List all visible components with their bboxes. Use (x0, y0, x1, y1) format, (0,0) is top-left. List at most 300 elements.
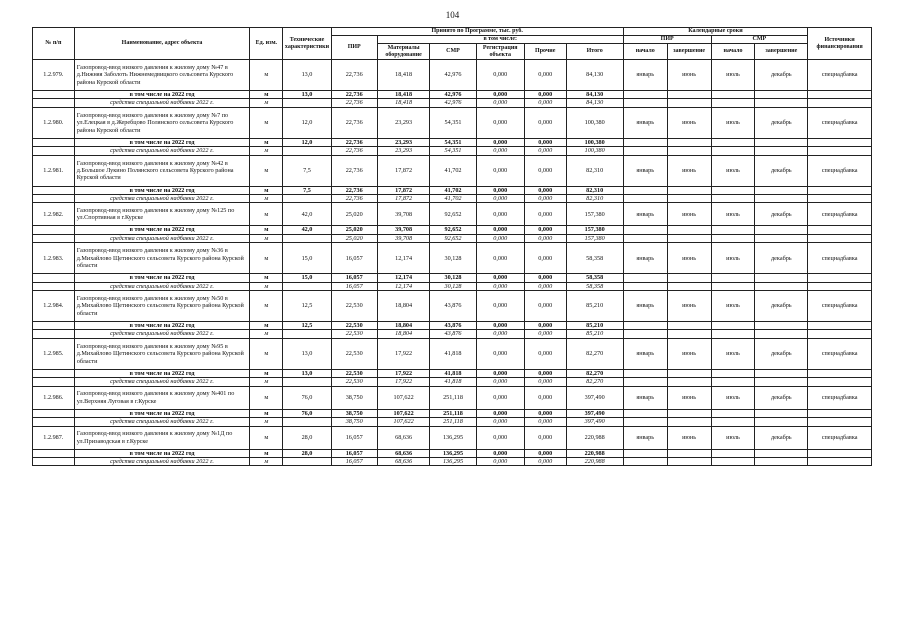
surcharge-row (33, 147, 872, 155)
smr-start-cell: июль (711, 386, 755, 409)
mat-cell: 23,293 (377, 138, 430, 146)
empty-cell (808, 91, 872, 99)
smr-start-cell: июль (711, 107, 755, 138)
reg-cell: 0,000 (476, 282, 524, 290)
col-smr: СМР (430, 44, 476, 60)
surcharge-label: средства специальной надбавки 2022 г. (74, 282, 250, 290)
empty-cell (623, 91, 667, 99)
table-row (33, 107, 872, 138)
empty-cell (755, 457, 808, 465)
empty-cell (755, 234, 808, 242)
total-cell: 397,490 (566, 409, 623, 417)
tech-cell: 28,0 (283, 426, 331, 449)
pir-cell: 25,020 (331, 234, 377, 242)
year-2022-label: в том числе на 2022 год (74, 226, 250, 234)
table-row (33, 386, 872, 409)
tech-cell: 7,5 (283, 186, 331, 194)
table-row (33, 155, 872, 186)
surcharge-label: средства специальной надбавки 2022 г. (74, 457, 250, 465)
object-name: Газопровод-ввод низкого давления к жилому дому №47 в д.Нижняя Заболоть Нижнемедвицкого сельсовета Курского района Курской области (74, 60, 250, 91)
smr-cell: 43,876 (430, 322, 476, 330)
reg-cell: 0,000 (476, 338, 524, 369)
tech-cell: 13,0 (283, 369, 331, 377)
reg-cell: 0,000 (476, 378, 524, 386)
empty-cell (711, 449, 755, 457)
pir-cell: 22,736 (331, 60, 377, 91)
tech-cell: 13,0 (283, 91, 331, 99)
other-cell: 0,000 (524, 234, 566, 242)
pir-end-cell: июнь (667, 338, 711, 369)
empty-cell (33, 147, 75, 155)
total-cell: 157,380 (566, 234, 623, 242)
tech-cell: 13,0 (283, 60, 331, 91)
source-cell: спецнадбавка (808, 155, 872, 186)
empty-cell (711, 409, 755, 417)
other-cell: 0,000 (524, 60, 566, 91)
reg-cell: 0,000 (476, 186, 524, 194)
unit-cell: м (250, 107, 283, 138)
col-tech: Технические характеристики (283, 28, 331, 60)
smr-cell: 54,351 (430, 147, 476, 155)
surcharge-label: средства специальной надбавки 2022 г. (74, 195, 250, 203)
other-cell: 0,000 (524, 338, 566, 369)
object-name: Газопровод-ввод низкого давления к жилому дому №401 по ул.Верхняя Луговая в г.Курске (74, 386, 250, 409)
empty-cell (808, 226, 872, 234)
empty-cell (755, 418, 808, 426)
empty-cell (667, 195, 711, 203)
empty-cell (667, 147, 711, 155)
smr-cell: 136,295 (430, 426, 476, 449)
empty-cell (623, 186, 667, 194)
empty-cell (808, 322, 872, 330)
empty-cell (808, 330, 872, 338)
item-number: 1.2.987. (33, 426, 75, 449)
mat-cell: 23,293 (377, 147, 430, 155)
empty-cell (33, 282, 75, 290)
smr-cell: 41,702 (430, 155, 476, 186)
pir-end-cell: июнь (667, 155, 711, 186)
other-cell: 0,000 (524, 107, 566, 138)
pir-end-cell: июнь (667, 386, 711, 409)
empty-cell (667, 409, 711, 417)
empty-cell (667, 282, 711, 290)
surcharge-label: средства специальной надбавки 2022 г. (74, 147, 250, 155)
empty-cell (33, 226, 75, 234)
mat-cell: 17,872 (377, 155, 430, 186)
pir-cell: 16,057 (331, 457, 377, 465)
mat-cell: 17,872 (377, 195, 430, 203)
unit-cell: м (250, 203, 283, 226)
year-2022-row (33, 138, 872, 146)
year-2022-label: в том числе на 2022 год (74, 369, 250, 377)
empty-cell (33, 234, 75, 242)
mat-cell: 18,418 (377, 91, 430, 99)
total-cell: 85,210 (566, 291, 623, 322)
col-including: в том числе: (377, 36, 623, 44)
item-number: 1.2.986. (33, 386, 75, 409)
year-2022-row (33, 449, 872, 457)
unit-cell: м (250, 369, 283, 377)
smr-cell: 30,128 (430, 274, 476, 282)
mat-cell: 12,174 (377, 243, 430, 274)
reg-cell: 0,000 (476, 369, 524, 377)
surcharge-row (33, 195, 872, 203)
table-row (33, 291, 872, 322)
reg-cell: 0,000 (476, 195, 524, 203)
table-row (33, 426, 872, 449)
empty-cell (33, 322, 75, 330)
empty-cell (33, 91, 75, 99)
smr-cell: 136,295 (430, 457, 476, 465)
other-cell: 0,000 (524, 291, 566, 322)
reg-cell: 0,000 (476, 386, 524, 409)
year-2022-label: в том числе на 2022 год (74, 186, 250, 194)
mat-cell: 39,708 (377, 234, 430, 242)
mat-cell: 18,804 (377, 322, 430, 330)
empty-cell (711, 274, 755, 282)
pir-cell: 22,530 (331, 369, 377, 377)
empty-cell (711, 91, 755, 99)
tech-cell: 12,0 (283, 107, 331, 138)
unit-cell: м (250, 338, 283, 369)
empty-cell (808, 99, 872, 107)
empty-cell (808, 282, 872, 290)
col-materials: Материалы оборудование (377, 44, 430, 60)
other-cell: 0,000 (524, 186, 566, 194)
total-cell: 82,310 (566, 186, 623, 194)
unit-cell: м (250, 186, 283, 194)
reg-cell: 0,000 (476, 226, 524, 234)
unit-cell: м (250, 457, 283, 465)
empty-cell (808, 138, 872, 146)
item-number: 1.2.984. (33, 291, 75, 322)
smr-cell: 43,876 (430, 330, 476, 338)
tech-cell: 42,0 (283, 203, 331, 226)
total-cell: 82,270 (566, 378, 623, 386)
reg-cell: 0,000 (476, 409, 524, 417)
table-row (33, 60, 872, 91)
empty-cell (808, 147, 872, 155)
col-total: Итого (566, 44, 623, 60)
mat-cell: 17,922 (377, 378, 430, 386)
mat-cell: 68,636 (377, 426, 430, 449)
pir-end-cell: июнь (667, 203, 711, 226)
unit-cell: м (250, 155, 283, 186)
empty-cell (667, 457, 711, 465)
pir-cell: 22,530 (331, 338, 377, 369)
empty-cell (33, 186, 75, 194)
page-number: 104 (445, 10, 460, 20)
pir-start-cell: январь (623, 426, 667, 449)
col-pir-start: начало (623, 44, 667, 60)
source-cell: спецнадбавка (808, 338, 872, 369)
object-name: Газопровод-ввод низкого давления к жилому дому №95 в д.Михайлово Щетинского сельсовета Курского района Курской области (74, 338, 250, 369)
empty-cell (33, 418, 75, 426)
year-2022-label: в том числе на 2022 год (74, 409, 250, 417)
table-row (33, 338, 872, 369)
item-number: 1.2.983. (33, 243, 75, 274)
source-cell: спецнадбавка (808, 291, 872, 322)
other-cell: 0,000 (524, 138, 566, 146)
smr-cell: 43,876 (430, 291, 476, 322)
year-2022-row (33, 409, 872, 417)
empty-cell (623, 138, 667, 146)
smr-start-cell: июль (711, 60, 755, 91)
other-cell: 0,000 (524, 426, 566, 449)
smr-cell: 41,818 (430, 338, 476, 369)
empty-cell (711, 195, 755, 203)
empty-cell (667, 449, 711, 457)
total-cell: 157,380 (566, 203, 623, 226)
empty-cell (667, 186, 711, 194)
empty-cell (711, 369, 755, 377)
empty-cell (283, 99, 331, 107)
pir-start-cell: январь (623, 107, 667, 138)
tech-cell: 15,0 (283, 243, 331, 274)
reg-cell: 0,000 (476, 138, 524, 146)
reg-cell: 0,000 (476, 322, 524, 330)
mat-cell: 12,174 (377, 274, 430, 282)
total-cell: 82,310 (566, 195, 623, 203)
empty-cell (623, 226, 667, 234)
source-cell: спецнадбавка (808, 60, 872, 91)
reg-cell: 0,000 (476, 234, 524, 242)
empty-cell (808, 195, 872, 203)
pir-cell: 16,057 (331, 449, 377, 457)
other-cell: 0,000 (524, 418, 566, 426)
empty-cell (283, 330, 331, 338)
pir-cell: 25,020 (331, 226, 377, 234)
total-cell: 85,210 (566, 322, 623, 330)
other-cell: 0,000 (524, 226, 566, 234)
empty-cell (711, 226, 755, 234)
empty-cell (711, 457, 755, 465)
smr-cell: 251,118 (430, 418, 476, 426)
pir-cell: 16,057 (331, 274, 377, 282)
surcharge-row (33, 418, 872, 426)
empty-cell (755, 226, 808, 234)
empty-cell (33, 457, 75, 465)
smr-cell: 41,702 (430, 195, 476, 203)
empty-cell (283, 147, 331, 155)
col-pir-end: завершение (667, 44, 711, 60)
surcharge-row (33, 99, 872, 107)
total-cell: 220,988 (566, 449, 623, 457)
pir-cell: 22,530 (331, 330, 377, 338)
empty-cell (667, 274, 711, 282)
empty-cell (33, 330, 75, 338)
smr-end-cell: декабрь (755, 338, 808, 369)
pir-cell: 38,750 (331, 418, 377, 426)
mat-cell: 18,804 (377, 330, 430, 338)
smr-start-cell: июль (711, 338, 755, 369)
col-pir: ПИР (331, 36, 377, 60)
pir-start-cell: январь (623, 203, 667, 226)
smr-cell: 41,818 (430, 369, 476, 377)
smr-start-cell: июль (711, 291, 755, 322)
mat-cell: 68,636 (377, 449, 430, 457)
col-smr-start: начало (711, 44, 755, 60)
mat-cell: 18,804 (377, 291, 430, 322)
tech-cell: 28,0 (283, 449, 331, 457)
empty-cell (283, 234, 331, 242)
other-cell: 0,000 (524, 155, 566, 186)
year-2022-row (33, 369, 872, 377)
empty-cell (667, 138, 711, 146)
smr-cell: 92,652 (430, 203, 476, 226)
smr-cell: 42,976 (430, 60, 476, 91)
unit-cell: м (250, 99, 283, 107)
reg-cell: 0,000 (476, 60, 524, 91)
empty-cell (283, 457, 331, 465)
empty-cell (667, 226, 711, 234)
reg-cell: 0,000 (476, 91, 524, 99)
pir-cell: 22,736 (331, 186, 377, 194)
smr-end-cell: декабрь (755, 107, 808, 138)
empty-cell (283, 418, 331, 426)
item-number: 1.2.979. (33, 60, 75, 91)
smr-cell: 54,351 (430, 138, 476, 146)
empty-cell (711, 147, 755, 155)
empty-cell (755, 186, 808, 194)
empty-cell (623, 378, 667, 386)
unit-cell: м (250, 330, 283, 338)
smr-start-cell: июль (711, 203, 755, 226)
col-num: № п/п (33, 28, 75, 60)
pir-start-cell: январь (623, 243, 667, 274)
surcharge-label: средства специальной надбавки 2022 г. (74, 330, 250, 338)
other-cell: 0,000 (524, 378, 566, 386)
empty-cell (755, 99, 808, 107)
empty-cell (711, 186, 755, 194)
pir-cell: 22,530 (331, 378, 377, 386)
other-cell: 0,000 (524, 369, 566, 377)
reg-cell: 0,000 (476, 155, 524, 186)
smr-start-cell: июль (711, 426, 755, 449)
mat-cell: 39,708 (377, 226, 430, 234)
pir-start-cell: январь (623, 386, 667, 409)
empty-cell (623, 330, 667, 338)
other-cell: 0,000 (524, 147, 566, 155)
empty-cell (623, 282, 667, 290)
surcharge-label: средства специальной надбавки 2022 г. (74, 418, 250, 426)
total-cell: 397,490 (566, 386, 623, 409)
mat-cell: 17,922 (377, 338, 430, 369)
table-header (33, 28, 872, 60)
reg-cell: 0,000 (476, 457, 524, 465)
smr-end-cell: декабрь (755, 203, 808, 226)
empty-cell (755, 449, 808, 457)
smr-cell: 42,976 (430, 99, 476, 107)
unit-cell: м (250, 426, 283, 449)
unit-cell: м (250, 274, 283, 282)
item-number: 1.2.985. (33, 338, 75, 369)
pir-cell: 38,750 (331, 386, 377, 409)
empty-cell (808, 186, 872, 194)
empty-cell (711, 282, 755, 290)
empty-cell (711, 138, 755, 146)
pir-cell: 22,736 (331, 147, 377, 155)
empty-cell (755, 369, 808, 377)
col-cal-pir: ПИР (623, 36, 711, 44)
empty-cell (623, 369, 667, 377)
empty-cell (623, 409, 667, 417)
smr-cell: 92,652 (430, 226, 476, 234)
empty-cell (755, 138, 808, 146)
pir-start-cell: январь (623, 60, 667, 91)
empty-cell (755, 378, 808, 386)
item-number: 1.2.982. (33, 203, 75, 226)
smr-end-cell: декабрь (755, 155, 808, 186)
empty-cell (623, 234, 667, 242)
total-cell: 220,988 (566, 457, 623, 465)
object-name: Газопровод-ввод низкого давления к жилому дому №1Д по ул.Призаводская в г.Курске (74, 426, 250, 449)
smr-cell: 41,818 (430, 378, 476, 386)
col-cal-smr: СМР (711, 36, 808, 44)
pir-cell: 22,736 (331, 195, 377, 203)
pir-cell: 22,736 (331, 155, 377, 186)
empty-cell (711, 330, 755, 338)
empty-cell (755, 195, 808, 203)
empty-cell (711, 234, 755, 242)
empty-cell (808, 378, 872, 386)
pir-cell: 22,736 (331, 138, 377, 146)
other-cell: 0,000 (524, 409, 566, 417)
unit-cell: м (250, 378, 283, 386)
table-row (33, 203, 872, 226)
other-cell: 0,000 (524, 203, 566, 226)
empty-cell (623, 418, 667, 426)
year-2022-row (33, 322, 872, 330)
total-cell: 82,270 (566, 338, 623, 369)
surcharge-row (33, 234, 872, 242)
total-cell: 84,130 (566, 99, 623, 107)
empty-cell (711, 418, 755, 426)
empty-cell (283, 195, 331, 203)
unit-cell: м (250, 91, 283, 99)
surcharge-label: средства специальной надбавки 2022 г. (74, 234, 250, 242)
tech-cell: 15,0 (283, 274, 331, 282)
empty-cell (711, 322, 755, 330)
source-cell: спецнадбавка (808, 426, 872, 449)
empty-cell (711, 378, 755, 386)
empty-cell (33, 274, 75, 282)
pir-start-cell: январь (623, 338, 667, 369)
tech-cell: 76,0 (283, 386, 331, 409)
object-name: Газопровод-ввод низкого давления к жилому дому №42 в д.Большое Лукино Полянского сельсовета Курского района Курской области (74, 155, 250, 186)
reg-cell: 0,000 (476, 426, 524, 449)
empty-cell (33, 409, 75, 417)
total-cell: 397,490 (566, 418, 623, 426)
smr-cell: 42,976 (430, 91, 476, 99)
year-2022-row (33, 186, 872, 194)
smr-start-cell: июль (711, 155, 755, 186)
other-cell: 0,000 (524, 243, 566, 274)
unit-cell: м (250, 409, 283, 417)
smr-cell: 30,128 (430, 243, 476, 274)
year-2022-label: в том числе на 2022 год (74, 138, 250, 146)
empty-cell (667, 99, 711, 107)
total-cell: 58,358 (566, 243, 623, 274)
year-2022-row (33, 274, 872, 282)
mat-cell: 18,418 (377, 99, 430, 107)
total-cell: 84,130 (566, 60, 623, 91)
tech-cell: 12,5 (283, 291, 331, 322)
pir-cell: 22,530 (331, 322, 377, 330)
empty-cell (283, 282, 331, 290)
empty-cell (667, 322, 711, 330)
tech-cell: 13,0 (283, 338, 331, 369)
